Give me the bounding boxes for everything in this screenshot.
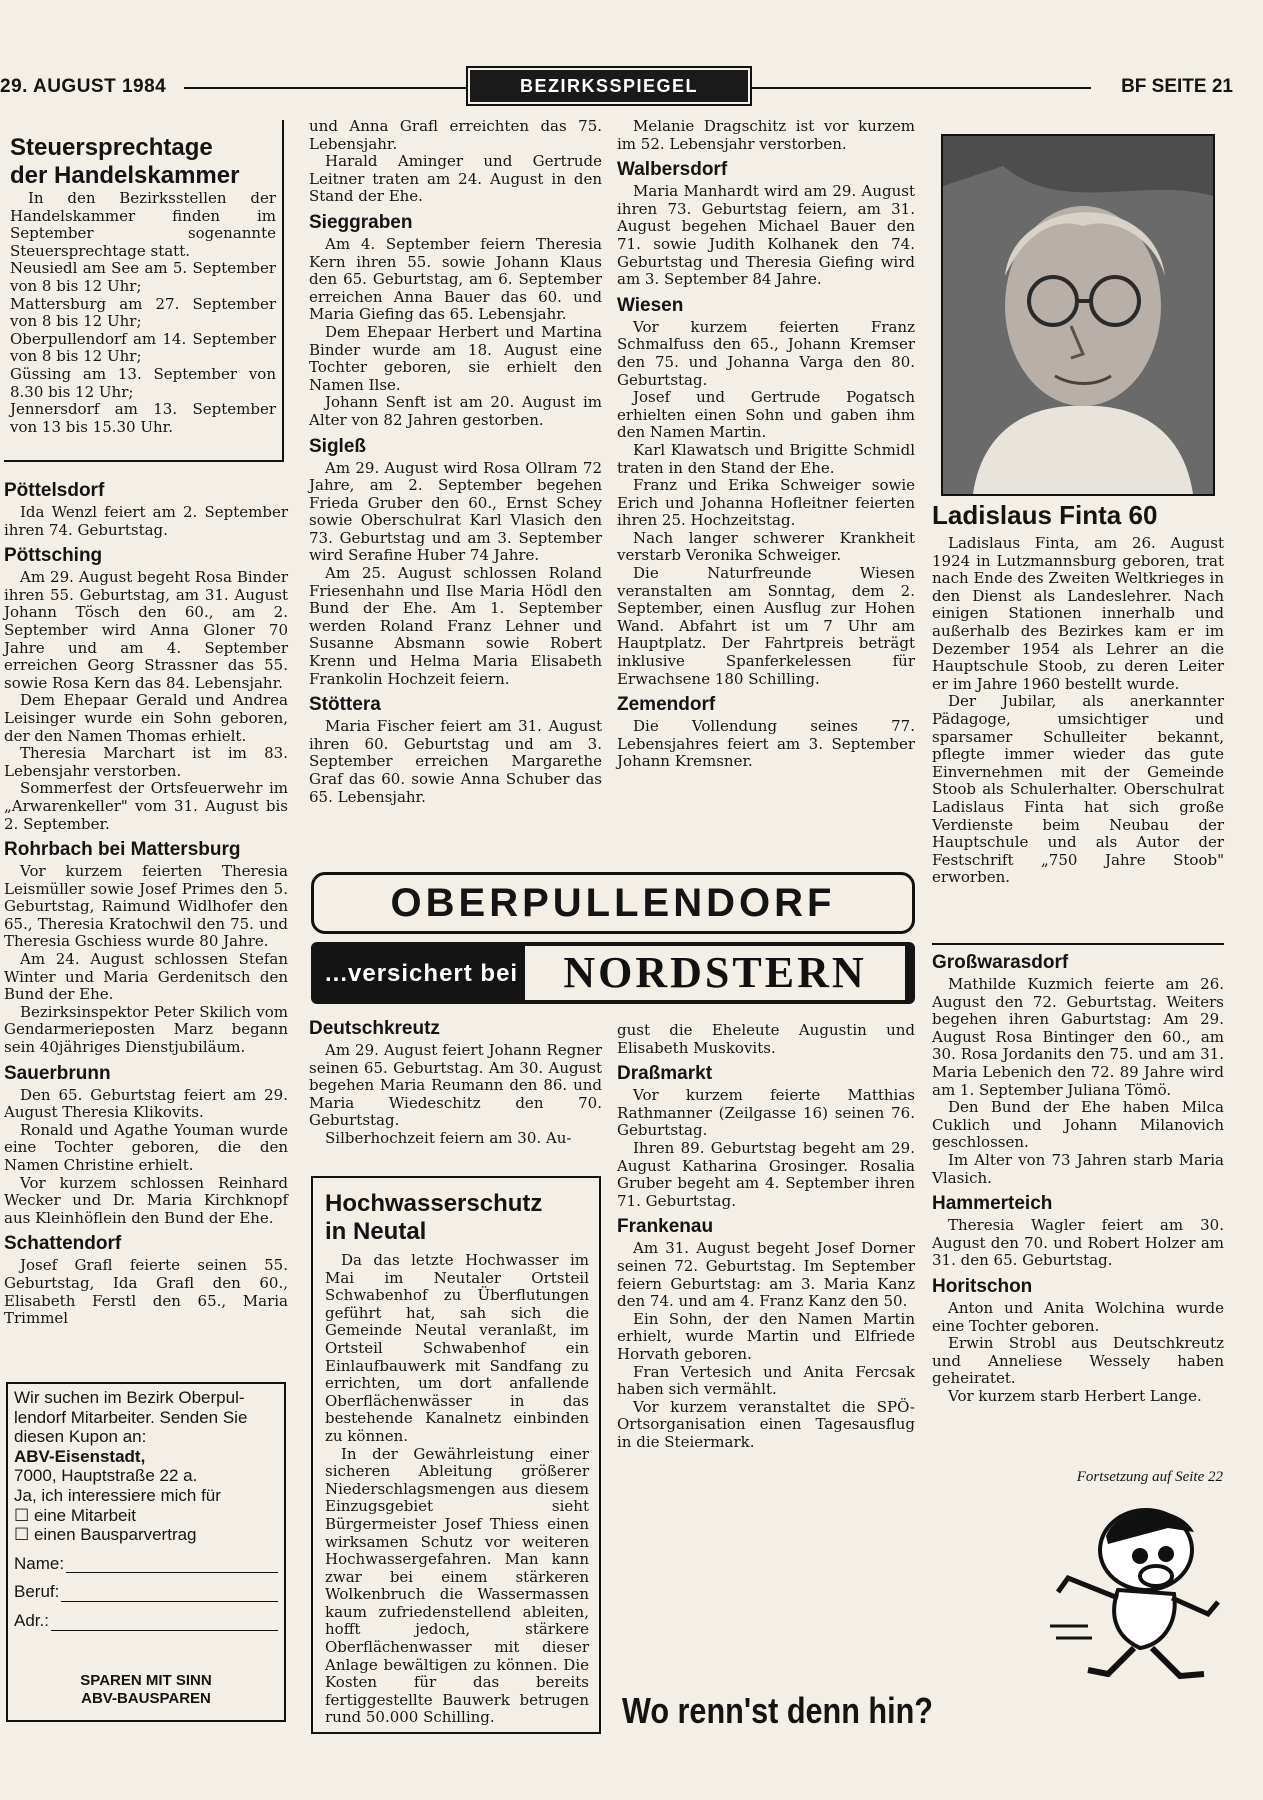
article-paragraph: Dem Ehepaar Gerald und Andrea Leisinger wurde ein Sohn geboren, der den Namen Thomas erhielt. <box>4 691 288 745</box>
article-paragraph: Am 24. August schlossen Stefan Winter und Maria Gerdenitsch den Bund der Ehe. <box>4 950 288 1004</box>
article-paragraph: Mathilde Kuzmich feierte am 26. August den 72. Geburtstag. Weiters begehen ihren Gaburtstag: Am 29. August Rosa Bintinger den 60., am 30. Rosa Jordanits den 75. und am 31. Maria Lebenich den 72. 89 Jahre wird am 1. September Juliana Tömö. <box>932 975 1224 1099</box>
running-mascot-illustration <box>1048 1498 1228 1688</box>
coupon-line: lendorf Mitarbeiter. Senden Sie <box>14 1407 248 1427</box>
article-paragraph: In der Gewährleistung einer sicheren Ableitung größerer Niederschlagsmengen aus diesem Einzugsgebiet sieht Bürgermeister Josef Thiess einen wirksamen Schutz vor weiteren Hochwassergefahren. Man kann zwar bei einem stärkeren Wolkenbruch die Wassermassen kaum zufriedenstellend ableiten, hofft jedoch, stärkere Oberflächenwasser mit dieser Anlage bewältigen zu können. Die Kosten für das bereits fertiggestellte Bauwerk betrugen rund 50.000 Schilling. <box>325 1444 589 1727</box>
article-paragraph: gust die Eheleute Augustin und Elisabeth Muskovits. <box>617 1021 915 1057</box>
heading-horitschon: Horitschon <box>932 1275 1033 1297</box>
article-paragraph: Vor kurzem feierten Theresia Leismüller sowie Josef Primes den 5. Geburtstag, Raimund Widlhofer den 65., Theresia Kratochwil den 75. und Theresia Gschiess wurde 80 Jahre. <box>4 862 288 951</box>
article-paragraph: Theresia Marchart ist im 83. Lebensjahr verstorben. <box>4 744 288 780</box>
section-title: BEZIRKSSPIEGEL <box>470 70 748 102</box>
article-paragraph: Franz und Erika Schweiger sowie Erich und Johanna Hofleitner feierten ihren 25. Hochzeitstag. <box>617 476 915 530</box>
coupon-address-name: ABV-Eisenstadt, <box>14 1446 146 1466</box>
field-line <box>61 1585 278 1602</box>
article-paragraph: Im Alter von 73 Jahren starb Maria Vlasich. <box>932 1150 1224 1187</box>
article-paragraph: Die Vollendung seines 77. Lebensjahres feiert am 3. September Johann Kremsner. <box>617 717 915 771</box>
field-label: Adr.: <box>14 1610 49 1630</box>
article-paragraph: Ronald und Agathe Youman wurde eine Tochter geboren, die den Namen Christine erhielt. <box>4 1120 288 1174</box>
tax-days-title-1: Steuersprechtage <box>10 134 213 161</box>
tax-days-line: Neusiedl am See am 5. September von 8 bis 12 Uhr; <box>10 259 276 295</box>
tax-days-title-2: der Handelskammer <box>10 162 240 189</box>
article-paragraph: Den Bund der Ehe haben Milca Cuklich und Johann Milanovich geschlossen. <box>932 1098 1224 1152</box>
article-paragraph: Am 29. August wird Rosa Ollram 72 Jahre, am 2. September begehen Frieda Gruber den 60., Ernst Schey sowie Oberschulrat Karl Vlasich den 73. Geburtstag und am 3. September wird Serafine Huber 74 Jahre. <box>309 458 602 565</box>
field-line <box>51 1614 278 1631</box>
ad-versichert: ...versichert bei <box>325 960 519 987</box>
coupon-field-name[interactable] <box>14 1554 278 1574</box>
continued-note: Fortsetzung auf Seite 22 <box>1076 1469 1223 1485</box>
article-paragraph: Theresia Wagler feiert am 30. August den 70. und Robert Holzer am 31. den 65. Geburtstag. <box>932 1216 1224 1270</box>
article-paragraph: Am 4. September feiern Theresia Kern ihren 55. sowie Johann Klaus den 65. Geburtstag, am 6. September erreichen Anna Bauer das 60. und Maria Giefing das 65. Lebensjahr. <box>309 234 602 324</box>
page-header <box>0 70 1263 106</box>
portrait-caption: Ladislaus Finta 60 <box>932 500 1158 530</box>
article-paragraph: Da das letzte Hochwasser im Mai im Neutaler Ortsteil Schwabenhof zu Überflutungen geführt hat, sah sich die Gemeinde Neutal veranlaßt, im Ortsteil Schwabenhof ein Einlaufbauwerk mit Sandfang zu errichten, um dort anfallende Oberflächenwässer in das bestehende Kanalnetz einbinden zu können. <box>325 1251 589 1445</box>
article-paragraph: Den 65. Geburtstag feiert am 29. August Theresia Klikovits. <box>4 1085 288 1122</box>
column-1 <box>4 474 288 1328</box>
article-paragraph: Karl Klawatsch und Brigitte Schmidl traten in den Stand der Ehe. <box>617 440 915 477</box>
coupon-line: diesen Kupon an: <box>14 1427 147 1447</box>
ad-oberpullendorf: OBERPULLENDORF <box>311 872 915 934</box>
heading-schattendorf: Schattendorf <box>4 1233 122 1255</box>
field-label: Name: <box>14 1553 65 1573</box>
article-paragraph: Vor kurzem starb Herbert Lange. <box>948 1386 1202 1405</box>
article-paragraph: Vor kurzem feierte Matthias Rathmanner (Zeilgasse 16) seinen 76. Geburtstag. <box>617 1086 915 1140</box>
column-4-lower <box>932 952 1224 1405</box>
article-paragraph: Silberhochzeit feiern am 30. Au- <box>325 1128 572 1147</box>
mascot-slogan: Wo renn'st denn hin? <box>622 1690 933 1731</box>
issue-date: 29. AUGUST 1984 <box>0 76 167 97</box>
heading-sigless: Sigleß <box>309 435 367 457</box>
article-paragraph: Dem Ehepaar Herbert und Martina Binder wurde am 18. August eine Tochter geboren, sie erhielt den Namen Ilse. <box>309 322 602 394</box>
heading-deutschkreutz: Deutschkreutz <box>309 1018 440 1039</box>
ad-nordstern-logo: NORDSTERN <box>525 946 905 1000</box>
article-paragraph: Vor kurzem feierten Franz Schmalfuss den 65., Johann Kremser den 75. und Johanna Varga den 80. Geburtstag. <box>617 317 915 389</box>
heading-poettelsdorf: Pöttelsdorf <box>4 480 105 501</box>
article-paragraph: Ihren 89. Geburtstag begeht am 29. August Katharina Grosinger. Rosalia Gruber begeht am 4. September ihren 71. Geburtstag. <box>617 1138 915 1210</box>
page-number: BF SEITE 21 <box>1121 76 1233 97</box>
article-paragraph: Anton und Anita Wolchina wurde eine Tochter geboren. <box>932 1298 1224 1335</box>
column-4-divider <box>932 943 1224 945</box>
coupon-line: Wir suchen im Bezirk Oberpul- <box>14 1388 245 1407</box>
article-paragraph: Maria Manhardt wird am 29. August ihren 73. Geburtstag feiern, am 31. August begehen Michael Bauer den 71. sowie Judith Kolhanek den 74. Geburtstag und Theresia Giefing wird am 3. September 84 Jahre. <box>617 182 915 289</box>
header-rule-right <box>750 87 1091 89</box>
coupon-address: 7000, Hauptstraße 22 a. <box>14 1466 198 1486</box>
article-paragraph: Ladislaus Finta, am 26. August 1924 in Lutzmannsburg geboren, trat nach Ende des Zweiten Weltkrieges in den Dienst als Landeslehrer. Nach einigen Stationen innerhalb und außerhalb des Bezirkes kam er im Dezember 1954 als Lehrer an die Hauptschule Stoob, zu deren Leiter er im Jahre 1960 bestellt wurde. <box>932 534 1224 693</box>
coupon-footer-line: ABV-BAUSPAREN <box>81 1690 211 1707</box>
article-paragraph: Erwin Strobl aus Deutschkreutz und Anneliese Wessely haben geheiratet. <box>932 1334 1224 1388</box>
column-4 <box>932 500 1224 887</box>
article-paragraph: Der Jubilar, als anerkannter Pädagoge, umsichtiger und sparsamer Schulleiter bekannt, pflegte immer wieder das gute Einvernehmen mit der Gemeinde Stoob als Schulerhalter. Oberschulrat Ladislaus Finta hat sich große Verdienste beim Neubau der Hauptschule und als Autor der Festschrift „750 Jahre Stoob" erworben. <box>932 692 1224 887</box>
tax-days-intro: In den Bezirksstellen der Handelskammer finden im September sogenannte Steuersprechtage statt. <box>10 189 276 260</box>
heading-rohrbach: Rohrbach bei Mattersburg <box>4 839 241 861</box>
abv-coupon <box>6 1382 286 1722</box>
coupon-option-bausparvertrag[interactable]: ☐ einen Bausparvertrag <box>14 1525 197 1545</box>
article-paragraph: Die Naturfreunde Wiesen veranstalten am Sonntag, dem 2. September, einen Ausflug zur Hohen Wand. Abfahrt ist um 7 Uhr am Hauptplatz. Der Fahrtpreis beträgt inklusive Spanferkelessen für Erwachsene 180 Schilling. <box>617 564 915 688</box>
tax-days-line: Mattersburg am 27. September von 8 bis 12 Uhr; <box>10 294 276 331</box>
article-paragraph: Am 29. August begeht Rosa Binder ihren 55. Geburtstag, am 31. August Johann Tösch den 60., am 2. September wird Anna Gloner 70 Jahre und am 4. September erreichen Georg Strassner das 55. sowie Rosa Kern das 84. Lebensjahr. <box>4 568 288 692</box>
heading-poettsching: Pöttsching <box>4 545 103 567</box>
heading-zemendorf: Zemendorf <box>617 694 716 716</box>
tax-days-line: Oberpullendorf am 14. September von 8 bis 12 Uhr; <box>10 329 276 366</box>
article-paragraph: Ida Wenzl feiert am 2. September ihren 74. Geburtstag. <box>4 503 288 539</box>
article-paragraph: Am 25. August schlossen Roland Friesenhahn und Ilse Maria Hödl den Bund der Ehe. Am 1. September werden Roland Franz Lehner und Susanne Absmann sowie Robert Krenn und Helma Maria Elisabeth Frankolin Hochzeit feiern. <box>309 564 602 688</box>
ad-bar <box>311 942 915 1004</box>
coupon-field-beruf[interactable] <box>14 1582 278 1602</box>
column-2 <box>309 118 602 806</box>
article-paragraph: Melanie Dragschitz ist vor kurzem im 52. Lebensjahr verstorben. <box>617 117 915 153</box>
heading-grosswarasdorf: Großwarasdorf <box>932 952 1069 973</box>
article-paragraph: Bezirksinspektor Peter Skilich vom Gendarmerieposten Marz begann sein 40jähriges Dienstjubiläum. <box>4 1002 288 1057</box>
article-paragraph: Josef und Gertrude Pogatsch erhielten einen Sohn und gaben ihm den Namen Martin. <box>617 388 915 442</box>
column-3 <box>617 118 915 771</box>
column-2-lower <box>309 1018 602 1148</box>
nordstern-ad <box>311 872 919 1004</box>
header-rule-left <box>184 87 473 89</box>
portrait-photo <box>941 134 1215 496</box>
article-paragraph: Sommerfest der Ortsfeuerwehr im „Arwarenkeller" vom 31. August bis 2. September. <box>4 779 288 833</box>
article-paragraph: Vor kurzem veranstaltet die SPÖ-Ortsorganisation einen Tagesausflug in die Steiermark. <box>617 1397 915 1451</box>
column-3-lower <box>617 1022 915 1451</box>
portrait-illustration <box>943 136 1213 494</box>
field-label: Beruf: <box>14 1582 60 1602</box>
heading-stoettera: Stöttera <box>309 694 381 716</box>
article-paragraph: Fran Vertesich und Anita Fercsak haben sich vermählt. <box>617 1362 915 1399</box>
article-paragraph: Nach langer schwerer Krankheit verstarb Veronika Schweiger. <box>617 528 915 565</box>
article-paragraph: Ein Sohn, der den Namen Martin erhielt, wurde Martin und Elfriede Horvath geboren. <box>617 1309 915 1363</box>
field-line <box>66 1556 278 1573</box>
heading-wiesen: Wiesen <box>617 294 684 316</box>
hochwasser-title-2: in Neutal <box>325 1218 427 1245</box>
article-paragraph: Maria Fischer feiert am 31. August ihren 60. Geburtstag und am 3. September erreichen Margarethe Graf das 60. sowie Anna Schuber das 65. Lebensjahr. <box>309 717 602 806</box>
article-paragraph: Am 29. August feiert Johann Regner seinen 65. Geburtstag. Am 30. August begehen Maria Reumann den 86. und Maria Wiedeschitz den 70. Geburtstag. <box>309 1041 602 1130</box>
coupon-footer-line: SPAREN MIT SINN <box>80 1672 212 1689</box>
heading-drassmarkt: Draßmarkt <box>617 1063 713 1085</box>
coupon-footer <box>8 1672 284 1708</box>
hochwasser-title-1: Hochwasserschutz <box>325 1190 543 1217</box>
coupon-line: Ja, ich interessiere mich für <box>14 1485 221 1505</box>
heading-walbersdorf: Walbersdorf <box>617 159 728 181</box>
article-paragraph: und Anna Grafl erreichten das 75. Lebensjahr. <box>309 117 602 153</box>
heading-sieggraben: Sieggraben <box>309 211 413 233</box>
coupon-field-adresse[interactable] <box>14 1611 278 1631</box>
tax-days-line: Jennersdorf am 13. September von 13 bis 15.30 Uhr. <box>10 400 276 436</box>
heading-sauerbrunn: Sauerbrunn <box>4 1062 111 1084</box>
article-paragraph: Am 31. August begeht Josef Dorner seinen 72. Geburtstag. Im September feiern Geburtstag: am 3. Maria Kanz den 74. und am 4. Franz Kanz den 50. <box>617 1239 915 1311</box>
article-paragraph: Harald Aminger und Gertrude Leitner traten am 24. August in den Stand der Ehe. <box>309 152 602 206</box>
tax-days-line: Güssing am 13. September von 8.30 bis 12 Uhr; <box>10 364 276 401</box>
article-paragraph: Josef Grafl feierte seinen 55. Geburtstag, Ida Grafl den 60., Elisabeth Ferstl den 65., Maria Trimmel <box>4 1256 288 1328</box>
heading-hammerteich: Hammerteich <box>932 1193 1053 1215</box>
hochwasser-box <box>311 1176 601 1734</box>
article-paragraph: Vor kurzem schlossen Reinhard Wecker und Dr. Maria Kirchknopf aus Kleinhöflein den Bund der Ehe. <box>4 1173 288 1227</box>
tax-days-box <box>4 120 284 462</box>
coupon-option-mitarbeit[interactable]: ☐ eine Mitarbeit <box>14 1505 137 1525</box>
heading-frankenau: Frankenau <box>617 1216 714 1238</box>
article-paragraph: Johann Senft ist am 20. August im Alter von 82 Jahren gestorben. <box>309 393 602 429</box>
